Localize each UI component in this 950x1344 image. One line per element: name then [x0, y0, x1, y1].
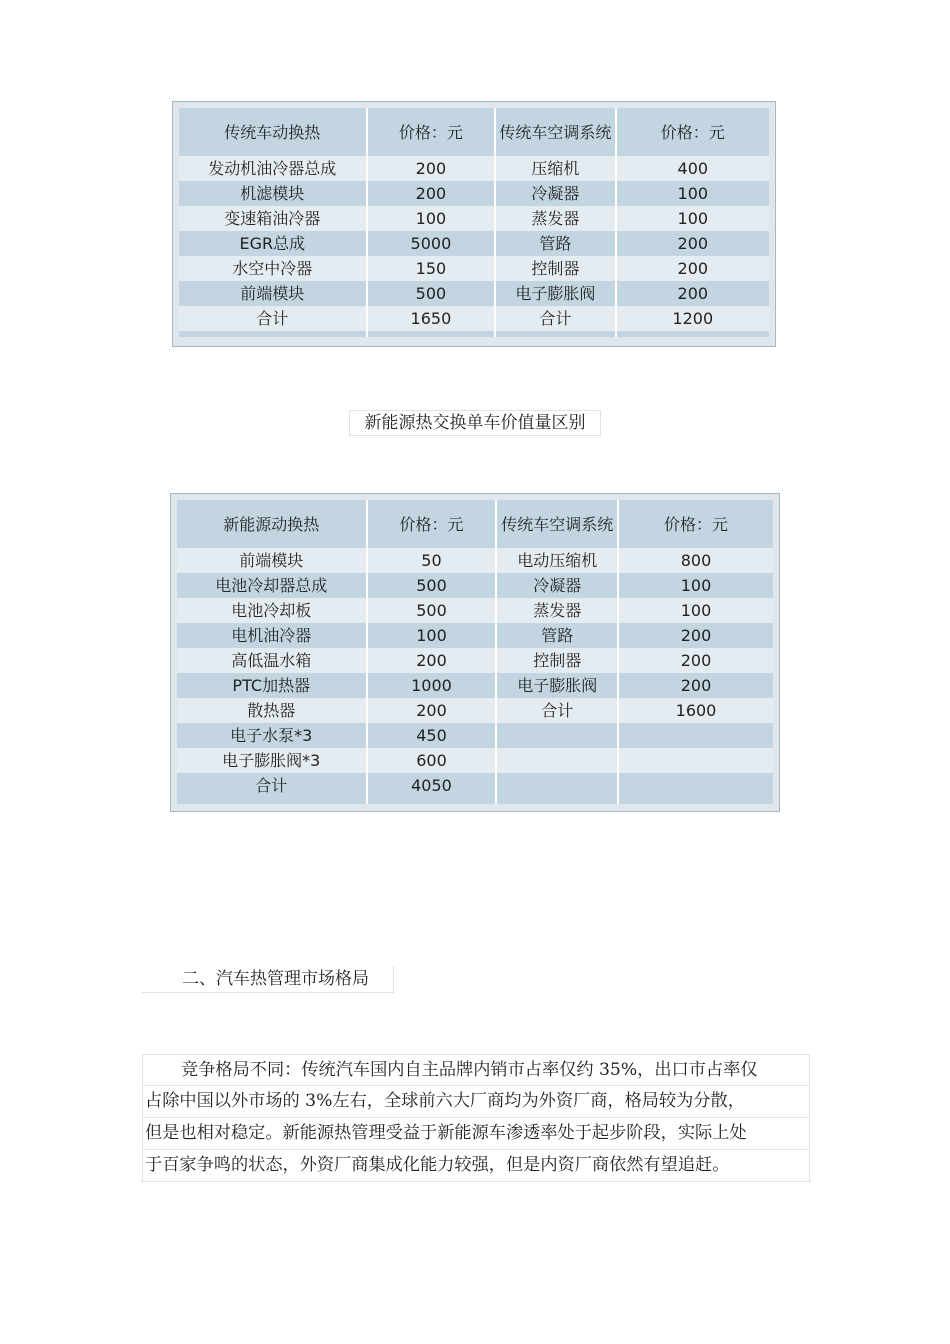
table-row: [179, 181, 769, 206]
table-row: [177, 723, 773, 748]
table-cell: 500: [367, 281, 496, 306]
table-cell: 5000: [367, 231, 496, 256]
header-cell: 传统车动换热: [179, 108, 367, 156]
table-cell: 压缩机: [495, 156, 615, 181]
paragraph-line: 竞争格局不同：传统汽车国内自主品牌内销市占率仅约 35%，出口市占率仅: [142, 1054, 810, 1086]
body-paragraph: [142, 1054, 810, 1182]
table-cell: 冷凝器: [496, 573, 618, 598]
table-cell: [618, 723, 773, 748]
table-cell: 散热器: [177, 698, 367, 723]
header-cell: 传统车空调系统: [496, 500, 618, 548]
table-row: [179, 281, 769, 306]
table-cell: 电子水泵*3: [177, 723, 367, 748]
table-cell: 变速箱油冷器: [179, 206, 367, 231]
footer-cell: [367, 798, 497, 804]
table-cell: [496, 748, 618, 773]
paragraph-line: 占除中国以外市场的 3%左右，全球前六大厂商均为外资厂商，格局较为分散，: [142, 1086, 810, 1118]
table-cell: [496, 773, 618, 798]
table-cell: [618, 773, 773, 798]
table-cell: 合计: [179, 306, 367, 331]
table-cell: 冷凝器: [495, 181, 615, 206]
table-cell: 100: [618, 573, 773, 598]
table-cell: 100: [367, 623, 497, 648]
table-cell: 电池冷却板: [177, 598, 367, 623]
table-cell: 发动机油冷器总成: [179, 156, 367, 181]
table-row: [177, 648, 773, 673]
table-cell: 50: [367, 548, 497, 573]
table-cell: 200: [367, 648, 497, 673]
table-cell: 200: [618, 623, 773, 648]
table-row: [177, 698, 773, 723]
table-cell: 400: [616, 156, 769, 181]
table-cell: 前端模块: [177, 548, 367, 573]
table-cell: 100: [616, 181, 769, 206]
price-table-new-energy: [170, 493, 780, 812]
table-cell: 管路: [496, 623, 618, 648]
table-cell: 高低温水箱: [177, 648, 367, 673]
footer-cell: [177, 798, 367, 804]
table-header-row: [177, 500, 773, 548]
table-row: [177, 573, 773, 598]
table-row: [179, 256, 769, 281]
header-cell: 价格：元: [367, 108, 496, 156]
table-row: [179, 231, 769, 256]
table-cell: 蒸发器: [495, 206, 615, 231]
footer-cell: [179, 331, 367, 337]
table-cell: 电动压缩机: [496, 548, 618, 573]
table-row: [177, 673, 773, 698]
table-cell: 电机油冷器: [177, 623, 367, 648]
table-cell: 100: [367, 206, 496, 231]
table-cell: 200: [618, 648, 773, 673]
table-cell: PTC加热器: [177, 673, 367, 698]
table-cell: 控制器: [495, 256, 615, 281]
table-cell: 合计: [495, 306, 615, 331]
table-cell: 控制器: [496, 648, 618, 673]
table-cell: [496, 723, 618, 748]
table-traditional: [179, 108, 769, 337]
footer-cell: [496, 798, 618, 804]
table-footer-band: [177, 798, 773, 804]
table-cell: 管路: [495, 231, 615, 256]
table-row: [177, 548, 773, 573]
table-cell: 800: [618, 548, 773, 573]
table-cell: 电子膨胀阀*3: [177, 748, 367, 773]
paragraph-line: 于百家争鸣的状态，外资厂商集成化能力较强，但是内资厂商依然有望追赶。: [142, 1150, 810, 1182]
table-cell: 水空中冷器: [179, 256, 367, 281]
table-cell: 1000: [367, 673, 497, 698]
table-cell: 200: [618, 673, 773, 698]
footer-cell: [618, 798, 773, 804]
table-cell: 合计: [177, 773, 367, 798]
table-cell: 450: [367, 723, 497, 748]
table-row: [179, 156, 769, 181]
table-cell: 100: [616, 206, 769, 231]
table-cell: 200: [616, 281, 769, 306]
header-cell: 价格：元: [367, 500, 497, 548]
table-cell: 200: [367, 156, 496, 181]
table-cell: 500: [367, 598, 497, 623]
table-row: [179, 206, 769, 231]
header-cell: 新能源动换热: [177, 500, 367, 548]
paragraph-line: 但是也相对稳定。新能源热管理受益于新能源车渗透率处于起步阶段，实际上处: [142, 1118, 810, 1150]
table-cell: 200: [616, 256, 769, 281]
table-cell: [618, 748, 773, 773]
table-header-row: [179, 108, 769, 156]
footer-cell: [616, 331, 769, 337]
table-cell: 200: [367, 181, 496, 206]
table-row: [179, 306, 769, 331]
table-row: [177, 748, 773, 773]
header-cell: 价格：元: [618, 500, 773, 548]
price-table-traditional: [172, 101, 776, 347]
table-new-energy: [177, 500, 773, 804]
table-cell: 电子膨胀阀: [496, 673, 618, 698]
table-cell: 200: [616, 231, 769, 256]
table-cell: 500: [367, 573, 497, 598]
table-cell: EGR总成: [179, 231, 367, 256]
table-cell: 600: [367, 748, 497, 773]
table-cell: 电子膨胀阀: [495, 281, 615, 306]
footer-cell: [495, 331, 615, 337]
table-row: [177, 773, 773, 798]
table-cell: 1200: [616, 306, 769, 331]
table-cell: 机滤模块: [179, 181, 367, 206]
header-cell: 传统车空调系统: [495, 108, 615, 156]
table-cell: 电池冷却器总成: [177, 573, 367, 598]
footer-cell: [367, 331, 496, 337]
table-cell: 1600: [618, 698, 773, 723]
table-caption: 新能源热交换单车价值量区别: [349, 410, 601, 436]
header-cell: 价格：元: [616, 108, 769, 156]
table-cell: 200: [367, 698, 497, 723]
table-cell: 1650: [367, 306, 496, 331]
table-cell: 前端模块: [179, 281, 367, 306]
table-cell: 合计: [496, 698, 618, 723]
section-heading: 二、汽车热管理市场格局: [142, 966, 394, 993]
table-row: [177, 623, 773, 648]
table-cell: 100: [618, 598, 773, 623]
table-cell: 蒸发器: [496, 598, 618, 623]
table-row: [177, 598, 773, 623]
table-footer-band: [179, 331, 769, 337]
table-cell: 4050: [367, 773, 497, 798]
table-cell: 150: [367, 256, 496, 281]
